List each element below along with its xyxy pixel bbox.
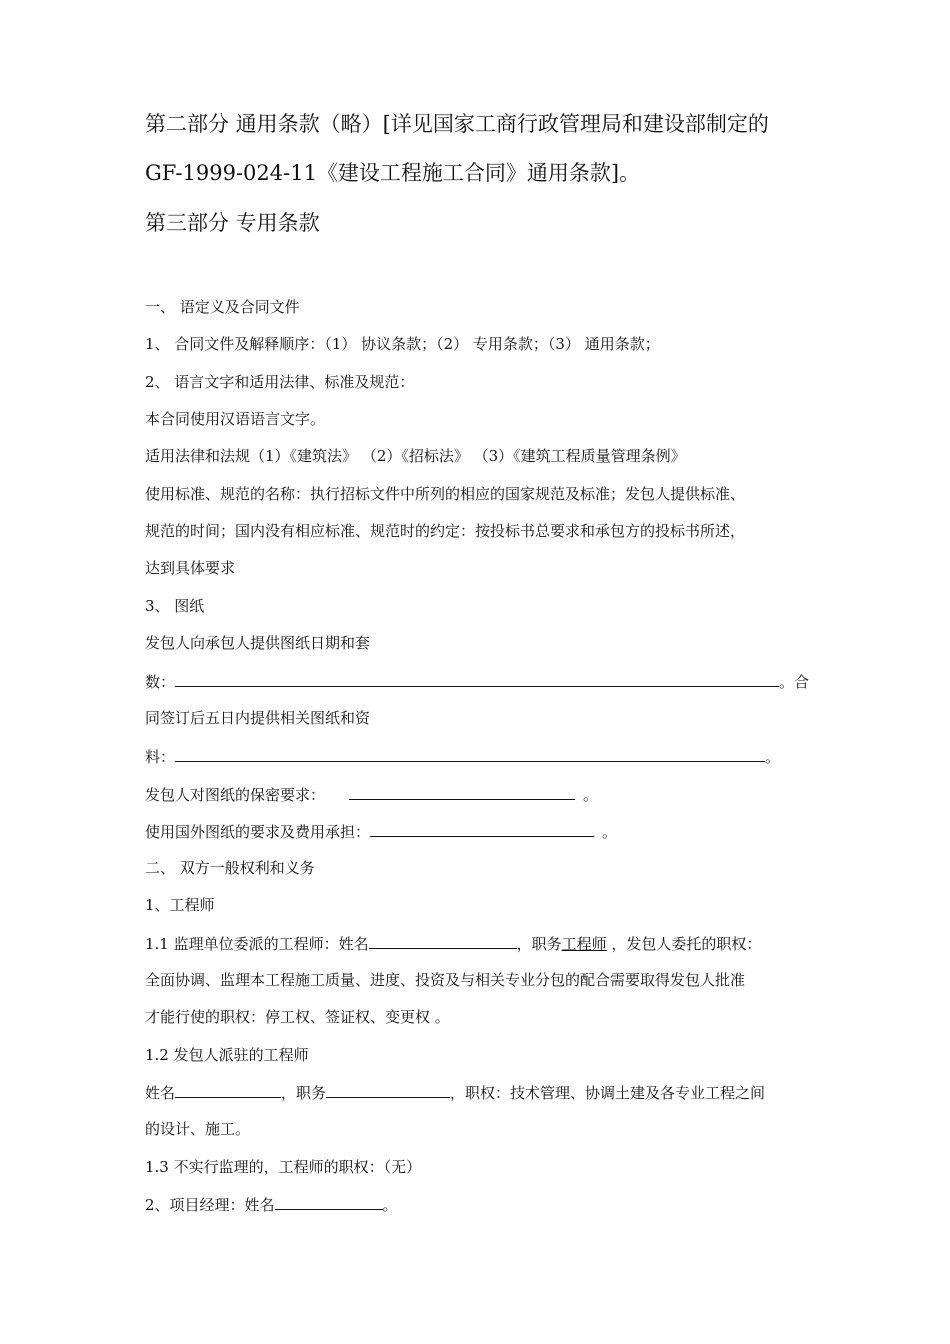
drawings-material-line bbox=[145, 745, 780, 767]
sub12-name-label: 姓名 bbox=[145, 1084, 176, 1102]
sub11-prefix: 1.1 监理单位委派的工程师：姓名 bbox=[145, 935, 369, 953]
standards-line3: 达到具体要求 bbox=[145, 559, 236, 577]
part3-title: 第三部分 专用条款 bbox=[145, 211, 320, 235]
laws-clause: 适用法律和法规（1）《建筑法》 （2）《招标法》 （3）《建筑工程质量管理条例》 bbox=[145, 447, 686, 465]
confidential-blank[interactable] bbox=[349, 783, 575, 800]
drawings-qty-line bbox=[145, 670, 809, 692]
sub12-name-blank[interactable] bbox=[175, 1081, 281, 1098]
project-manager-label: 2、项目经理：姓名 bbox=[145, 1196, 275, 1214]
drawings-material-blank[interactable] bbox=[175, 745, 765, 762]
foreign-line bbox=[145, 820, 617, 842]
foreign-period: 。 bbox=[602, 823, 618, 841]
standards-line1: 使用标准、规范的名称：执行招标文件中所列的相应的国家规范及标准；发包人提供标准、 bbox=[145, 485, 746, 503]
sub11-line3: 才能行使的职权：停工权、签证权、变更权 。 bbox=[145, 1008, 450, 1026]
project-manager-line bbox=[145, 1193, 398, 1215]
standards-line2: 规范的时间；国内没有相应标准、规范时的约定：按投标书总要求和承包方的投标书所述， bbox=[145, 522, 746, 540]
confidential-label: 发包人对图纸的保密要求： bbox=[145, 786, 326, 804]
foreign-blank[interactable] bbox=[370, 820, 594, 837]
drawings-line1: 发包人向承包人提供图纸日期和套 bbox=[145, 634, 371, 652]
confidential-line bbox=[145, 783, 598, 805]
sub12-role-label: ，职务 bbox=[281, 1084, 327, 1102]
drawings-material-period: 。 bbox=[765, 748, 781, 766]
sub11-suffix: ，发包人委托的职权： bbox=[606, 935, 762, 953]
section1-heading: 一、 语定义及合同文件 bbox=[145, 298, 300, 316]
drawings-qty-blank[interactable] bbox=[175, 670, 779, 687]
section1-item1: 1、 合同文件及解释顺序：（1） 协议条款；（2） 专用条款；（3） 通用条款； bbox=[145, 335, 660, 353]
sub12-rest: ，职权：技术管理、协调土建及各专业工程之间 bbox=[450, 1084, 766, 1102]
sub12-heading: 1.2 发包人派驻的工程师 bbox=[145, 1046, 309, 1064]
sub11-title: 工程师 bbox=[561, 935, 607, 953]
confidential-period: 。 bbox=[583, 786, 599, 804]
sub11-name-blank[interactable] bbox=[369, 932, 517, 949]
section1-item2: 2、 语言文字和适用法律、标准及规范： bbox=[145, 373, 415, 391]
drawings-material-label: 料： bbox=[145, 748, 176, 766]
sub12-line3: 的设计、施工。 bbox=[145, 1120, 251, 1138]
part2-line2: GF-1999-024-11《建设工程施工合同》通用条款]。 bbox=[145, 161, 641, 185]
sub11-line1 bbox=[145, 932, 761, 954]
section2-item1: 1、工程师 bbox=[145, 896, 215, 914]
part2-line1: 第二部分 通用条款（略）[详见国家工商行政管理局和建设部制定的 bbox=[145, 112, 769, 136]
language-clause: 本合同使用汉语语言文字。 bbox=[145, 410, 326, 428]
drawings-line3: 同签订后五日内提供相关图纸和资 bbox=[145, 709, 371, 727]
sub13-line: 1.3 不实行监理的，工程师的职权：（无） bbox=[145, 1158, 422, 1176]
section1-item3: 3、 图纸 bbox=[145, 597, 205, 615]
sub12-line bbox=[145, 1081, 765, 1103]
sub11-mid: ，职务 bbox=[516, 935, 562, 953]
project-manager-blank[interactable] bbox=[275, 1193, 383, 1210]
section2-heading: 二、 双方一般权利和义务 bbox=[145, 859, 315, 877]
foreign-label: 使用国外图纸的要求及费用承担： bbox=[145, 823, 371, 841]
drawings-tail: 。合 bbox=[779, 673, 810, 691]
drawings-qty-label: 数： bbox=[145, 673, 176, 691]
project-manager-period: 。 bbox=[382, 1196, 398, 1214]
sub12-role-blank[interactable] bbox=[326, 1081, 450, 1098]
sub11-line2: 全面协调、监理本工程施工质量、进度、投资及与相关专业分包的配合需要取得发包人批准 bbox=[145, 971, 746, 989]
